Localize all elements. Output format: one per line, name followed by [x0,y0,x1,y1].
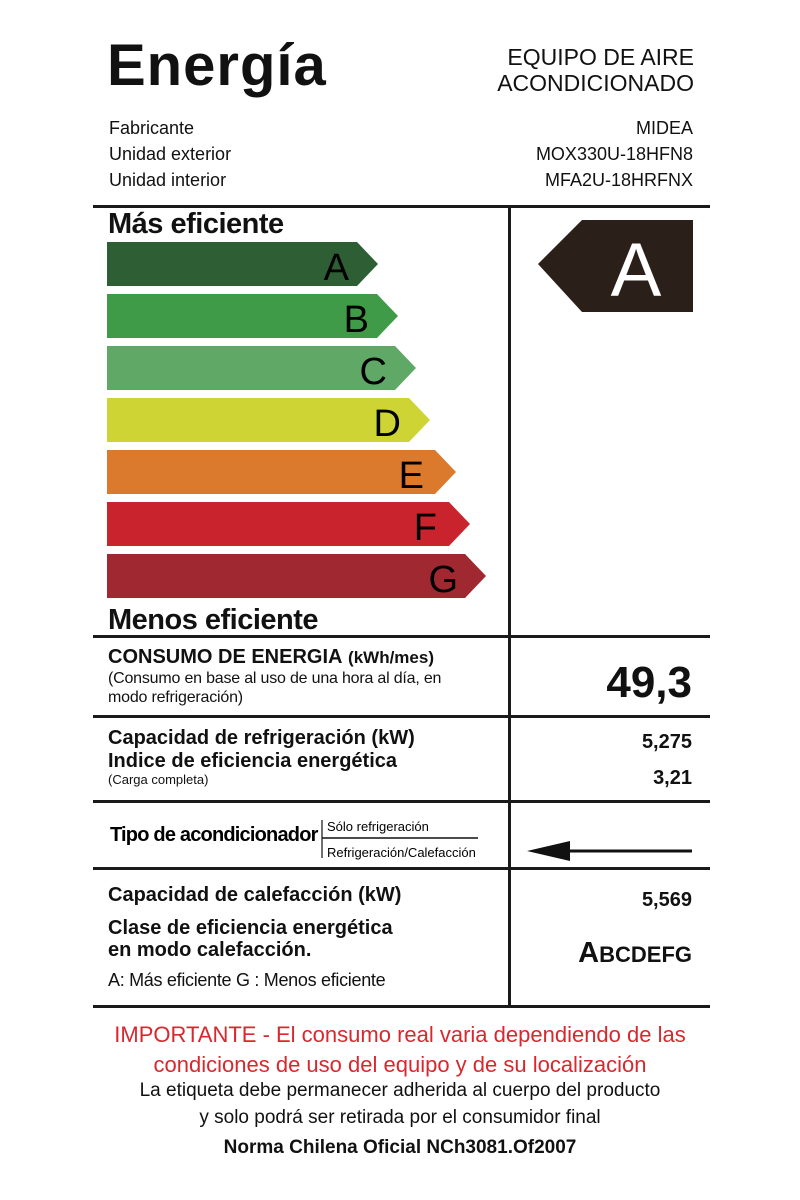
important-notice-line2: condiciones de uso del equipo y de su localización [153,1052,647,1077]
consumption-title: CONSUMO DE ENERGIA [108,646,343,668]
heating-class-value [578,935,692,976]
heating-class-label [108,917,393,961]
class-arrow-f [107,502,470,549]
selected-type-arrow-head [527,841,570,861]
consumption-value: 49,3 [606,658,692,707]
most-efficient-label: Más eficiente [108,208,284,240]
class-arrow-a [107,242,378,289]
efficiency-scale [107,242,486,601]
type-label: Tipo de acondicionador [110,824,318,846]
heating-class-label-line2: en modo calefacción. [108,939,312,961]
footer-standard: Norma Chilena Oficial NCh3081.Of2007 [223,1137,577,1158]
heating-class-selected: A [578,937,600,969]
selected-type-arrow-icon [527,841,692,861]
cooling-capacity-label: Capacidad de refrigeración (kW) [108,727,415,749]
heating-class-label-line1: Clase de eficiencia energética [108,917,393,939]
consumption-title-row [108,646,434,669]
indoor-unit-label: Unidad interior [109,170,227,190]
rating-indicator [538,220,693,313]
class-arrow-g [107,554,486,601]
class-arrow-c-letter: C [359,351,387,393]
class-arrow-a-letter: A [323,247,349,289]
indoor-unit-value: MFA2U-18HRFNX [544,170,693,190]
class-arrow-e-letter: E [398,455,424,497]
product-type-line1: EQUIPO DE AIRE [507,44,694,70]
consumption-unit: (kWh/mes) [348,648,434,667]
heating-capacity-label: Capacidad de calefacción (kW) [108,884,402,906]
product-type-line2: ACONDICIONADO [497,70,694,96]
class-arrow-b-letter: B [343,299,369,341]
consumption-note-line2: modo refrigeración) [108,689,243,706]
cooling-capacity-value: 5,275 [641,731,692,753]
class-arrow-f-letter: F [413,507,437,549]
manufacturer-label: Fabricante [109,118,195,138]
efficiency-index-value: 3,21 [653,767,692,789]
footer-note-line1: La etiqueta debe permanecer adherida al cuerpo del producto [139,1080,661,1101]
class-arrow-b [107,294,398,341]
consumption-note-line1: (Consumo en base al uso de una hora al día, en [108,670,442,687]
manufacturer-value: MIDEA [635,118,693,138]
footer-note-line2: y solo podrá ser retirada por el consumidor final [199,1107,601,1128]
type-selector [110,819,692,861]
heating-capacity-value: 5,569 [641,889,692,911]
outdoor-unit-value: MOX330U-18HFN8 [535,144,693,164]
important-notice-line1: IMPORTANTE - El consumo real varia dependiendo de las [114,1022,686,1047]
type-option-heat-pump: Refrigeración/Calefacción [327,845,476,860]
least-efficient-label: Menos eficiente [108,604,319,636]
outdoor-unit-label: Unidad exterior [109,144,232,164]
class-arrow-d [107,398,430,445]
class-arrow-e [107,450,456,497]
efficiency-index-label: Indice de eficiencia energética [108,750,398,772]
consumption-note [108,669,441,707]
class-arrow-c [107,346,416,393]
efficiency-index-note: (Carga completa) [108,772,209,787]
heating-class-legend: A: Más eficiente G : Menos eficiente [108,970,386,990]
class-arrow-g-letter: G [428,559,458,601]
rating-indicator-letter: A [610,228,662,313]
type-option-cooling-only: Sólo refrigeración [327,819,429,834]
class-arrow-d-letter: D [373,403,401,445]
heating-class-others: BCDEFG [599,942,692,967]
label-title: Energía [107,33,327,98]
